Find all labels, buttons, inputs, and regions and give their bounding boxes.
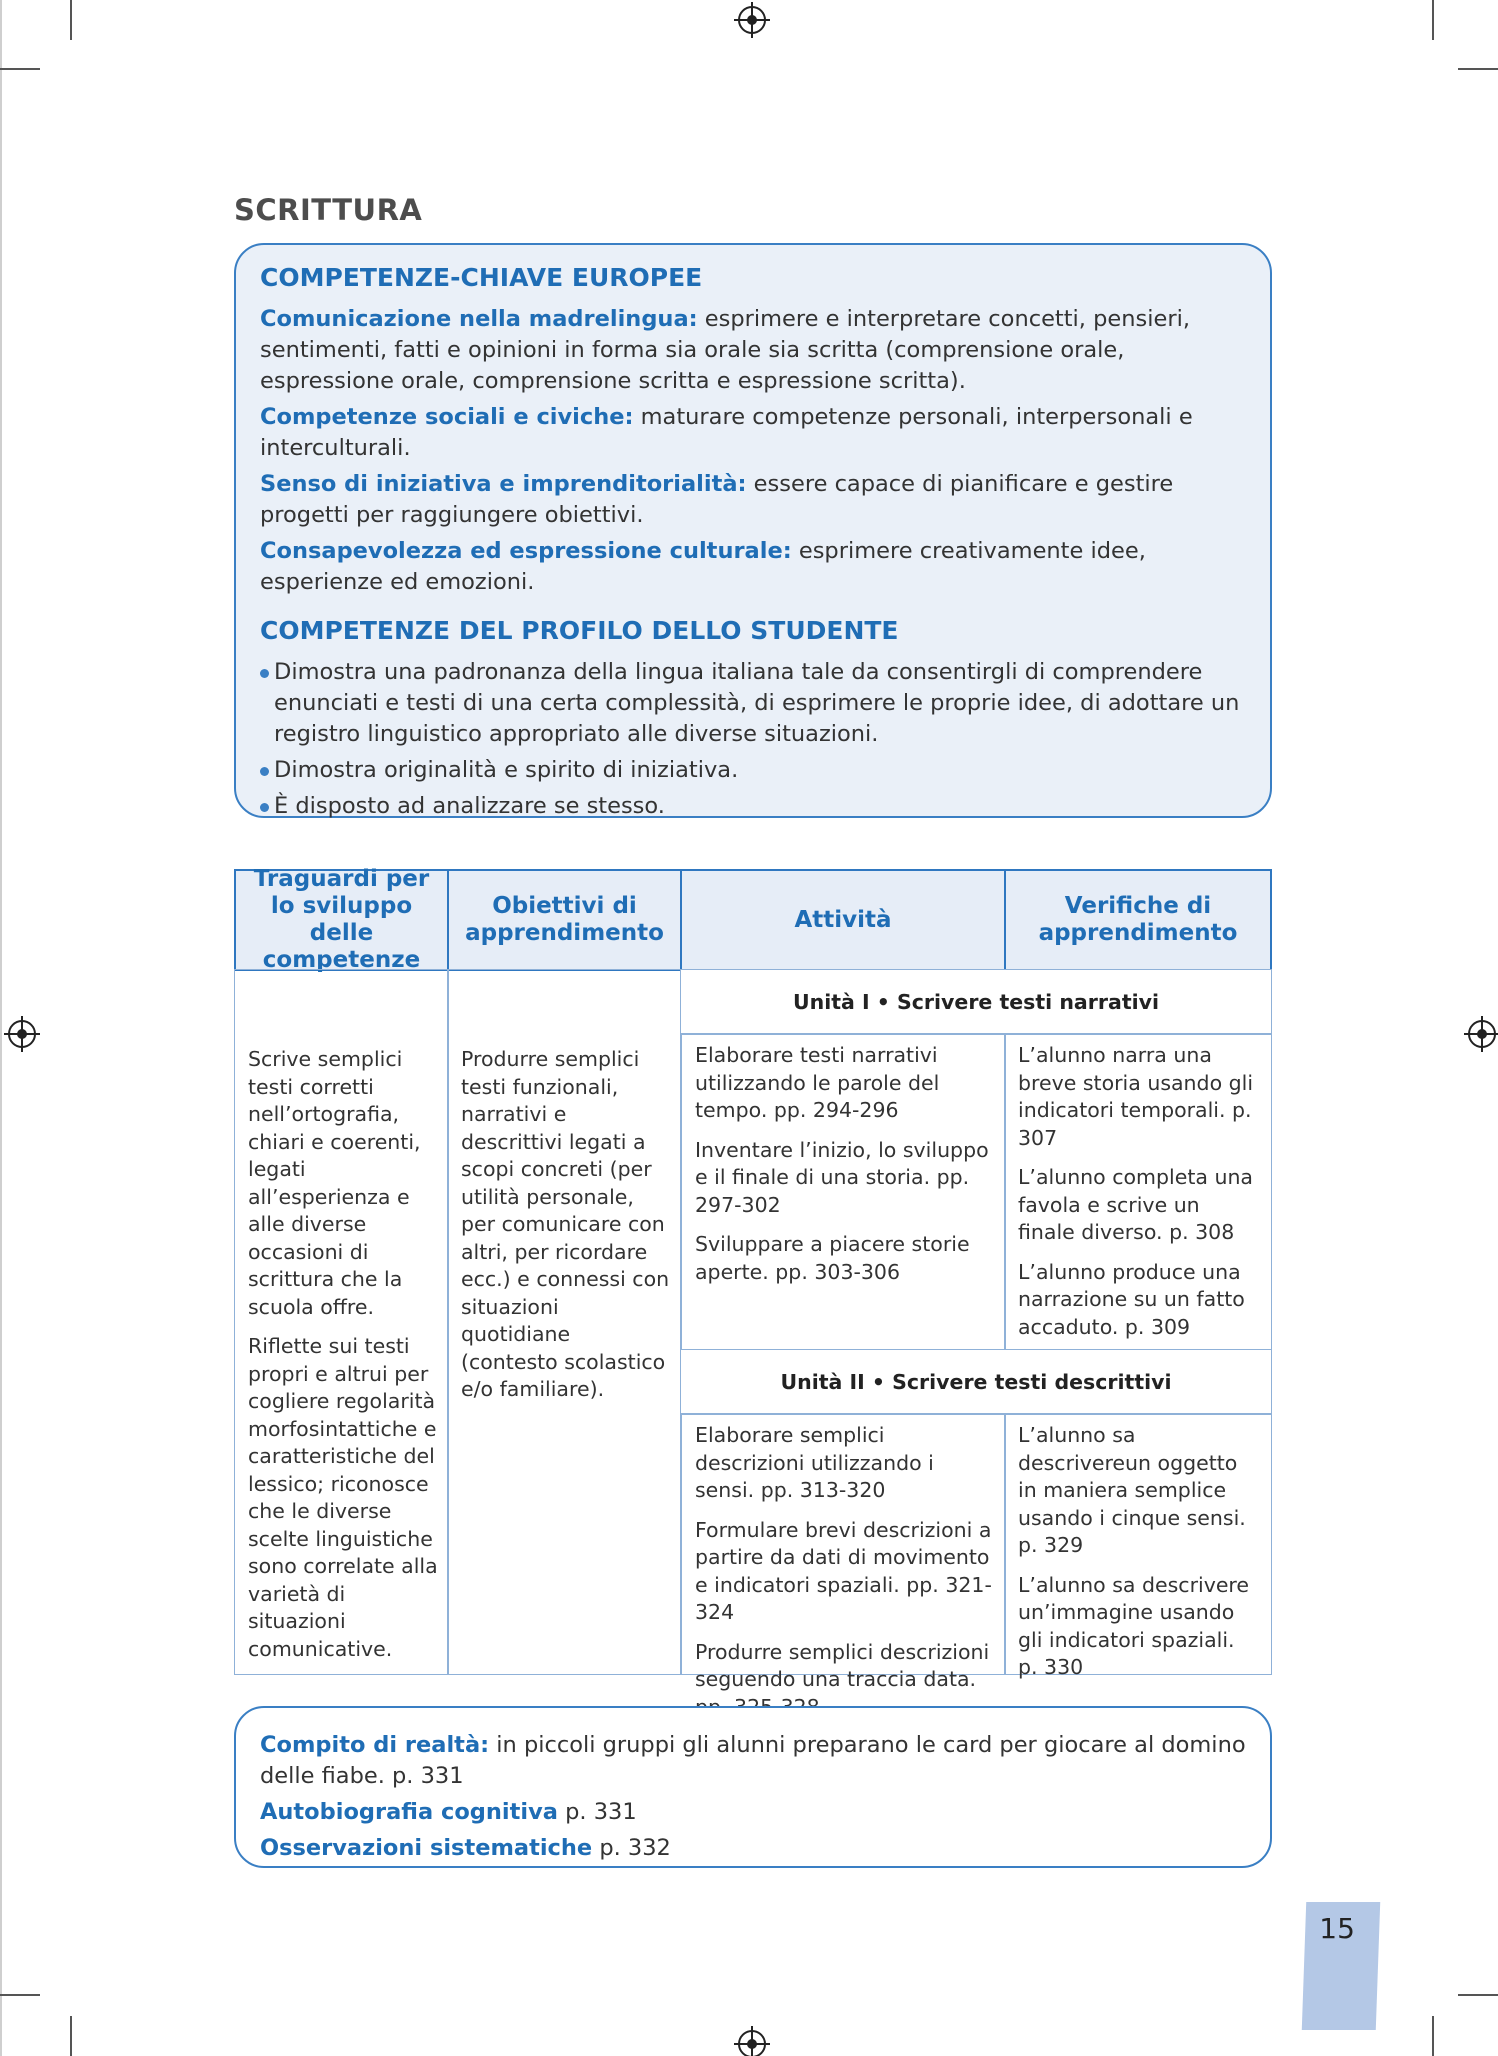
section-title: SCRITTURA <box>234 193 423 227</box>
registration-mark-icon <box>738 6 766 34</box>
crop-mark <box>70 0 72 40</box>
crop-mark <box>1432 2016 1434 2056</box>
obiettivo-text: Produrre semplici testi funzionali, narrativi e descrittivi legati a scopi concreti (per utilità personale, per comunicare con altri, per ricordare ecc.) e connessi con situazioni quotidiane (contesto scolastico e/o familiare). <box>461 1047 670 1401</box>
table-header-verifiche: Verifiche di apprendimento <box>1004 869 1272 971</box>
unit-2-title: Unità II • Scrivere testi descrittivi <box>680 1349 1272 1415</box>
verifica-text: L’alunno produce una narrazione su un fatto accaduto. p. 309 <box>1018 1259 1245 1339</box>
compito-item: Autobiografia cognitiva p. 331 <box>260 1799 637 1825</box>
attivita-text: Sviluppare a piacere storie aperte. pp. 303-306 <box>695 1232 970 1284</box>
compito-item: Osservazioni sistematiche p. 332 <box>260 1835 671 1861</box>
page-number-tab <box>1302 1902 1380 2030</box>
attivita-text: Elaborare testi narrativi utilizzando le parole del tempo. pp. 294-296 <box>695 1043 940 1122</box>
crop-mark <box>1458 1994 1498 1996</box>
page-number: 15 <box>1319 1912 1355 1945</box>
attivita-text: Formulare brevi descrizioni a partire da dati di movimento e indicatori spaziali. pp. 321-324 <box>695 1517 992 1624</box>
verifica-text: L’alunno narra una breve storia usando gli indicatori temporali. p. 307 <box>1018 1043 1254 1150</box>
registration-mark-icon <box>738 2030 766 2056</box>
table-header-traguardi: Traguardi per lo sviluppo delle competenze <box>234 869 449 971</box>
attivita-text: Elaborare semplici descrizioni utilizzando i sensi. pp. 313-320 <box>695 1423 934 1502</box>
attivita-text: Produrre semplici descrizioni seguendo una traccia data. <box>695 1639 990 1691</box>
registration-mark-icon <box>8 1020 36 1048</box>
crop-mark <box>1432 0 1434 40</box>
traguardi-cell <box>234 969 449 1675</box>
traguardo-text: Riflette sui testi propri e altrui per cogliere regolarità morfosintattiche e caratteristiche del lessico; riconosce che le diverse scelte linguistiche sono correlate alla varietà di situazioni comunicative. <box>248 1334 438 1661</box>
unit-1-title: Unità I • Scrivere testi narrativi <box>680 969 1272 1035</box>
obiettivi-cell <box>447 969 682 1675</box>
traguardo-text: Scrive semplici testi corretti nell’ortografia, chiari e coerenti, legati all’esperienza e alle diverse occasioni di scrittura che la scuola offre. <box>248 1047 421 1319</box>
list-item: È disposto ad analizzare se stesso. <box>260 791 1246 822</box>
crop-mark <box>0 1994 40 1996</box>
compito-item: Compito di realtà: in piccoli gruppi gli alunni preparano le card per giocare al domino delle fiabe. p. 331 <box>260 1732 1246 1789</box>
competenza-item: Competenze sociali e civiche: maturare competenze personali, interpersonali e interculturali. <box>260 404 1193 461</box>
profilo-list <box>260 657 1246 822</box>
table-header-attivita: Attività <box>680 869 1006 971</box>
verifica-text: L’alunno sa descrivere un’immagine usando gli indicatori spaziali. p. 330 <box>1018 1572 1250 1679</box>
competenza-item: Consapevolezza ed espressione culturale: esprimere creativamente idee, esperienze ed emozioni. <box>260 538 1146 595</box>
competenze-chiave-heading: COMPETENZE-CHIAVE EUROPEE <box>260 263 703 292</box>
attivita-text: Inventare l’inizio, lo sviluppo e il finale di una storia. pp. 297-302 <box>695 1137 989 1217</box>
verifiche-cell <box>1004 1413 1272 1679</box>
registration-mark-icon <box>1468 1020 1496 1048</box>
attivita-cell <box>680 1033 1006 1351</box>
curriculum-table <box>234 866 1272 1691</box>
verifica-text: L’alunno completa una favola e scrive un finale diverso. p. 308 <box>1018 1165 1253 1244</box>
crop-mark <box>0 68 40 70</box>
crop-mark <box>1458 68 1498 70</box>
attivita-cell <box>680 1413 1006 1691</box>
list-item: Dimostra originalità e spirito di iniziativa. <box>260 755 1246 786</box>
competenza-item: Comunicazione nella madrelingua: esprimere e interpretare concetti, pensieri, sentimenti, fatti e opinioni in forma sia orale sia scritta (comprensione orale, espressione orale, comprensione scritta e espressione scritta). <box>260 306 1190 394</box>
crop-mark <box>70 2016 72 2056</box>
competenze-box <box>234 243 1272 818</box>
competenza-item: Senso di iniziativa e imprenditorialità: essere capace di pianificare e gestire progetti per raggiungere obiettivi. <box>260 471 1174 528</box>
table-header-obiettivi: Obiettivi di apprendimento <box>447 869 682 971</box>
compito-box <box>234 1706 1272 1868</box>
profilo-heading: COMPETENZE DEL PROFILO DELLO STUDENTE <box>260 616 899 645</box>
verifica-text: L’alunno sa descrivereun oggetto in maniera semplice usando i cinque sensi. p. 329 <box>1018 1423 1246 1557</box>
verifiche-cell <box>1004 1033 1272 1351</box>
list-item: Dimostra una padronanza della lingua italiana tale da consentirgli di comprendere enunciati e testi di una certa complessità, di esprimere le proprie idee, di adottare un registro linguistico appropriato alle diverse situazioni. <box>260 657 1246 750</box>
